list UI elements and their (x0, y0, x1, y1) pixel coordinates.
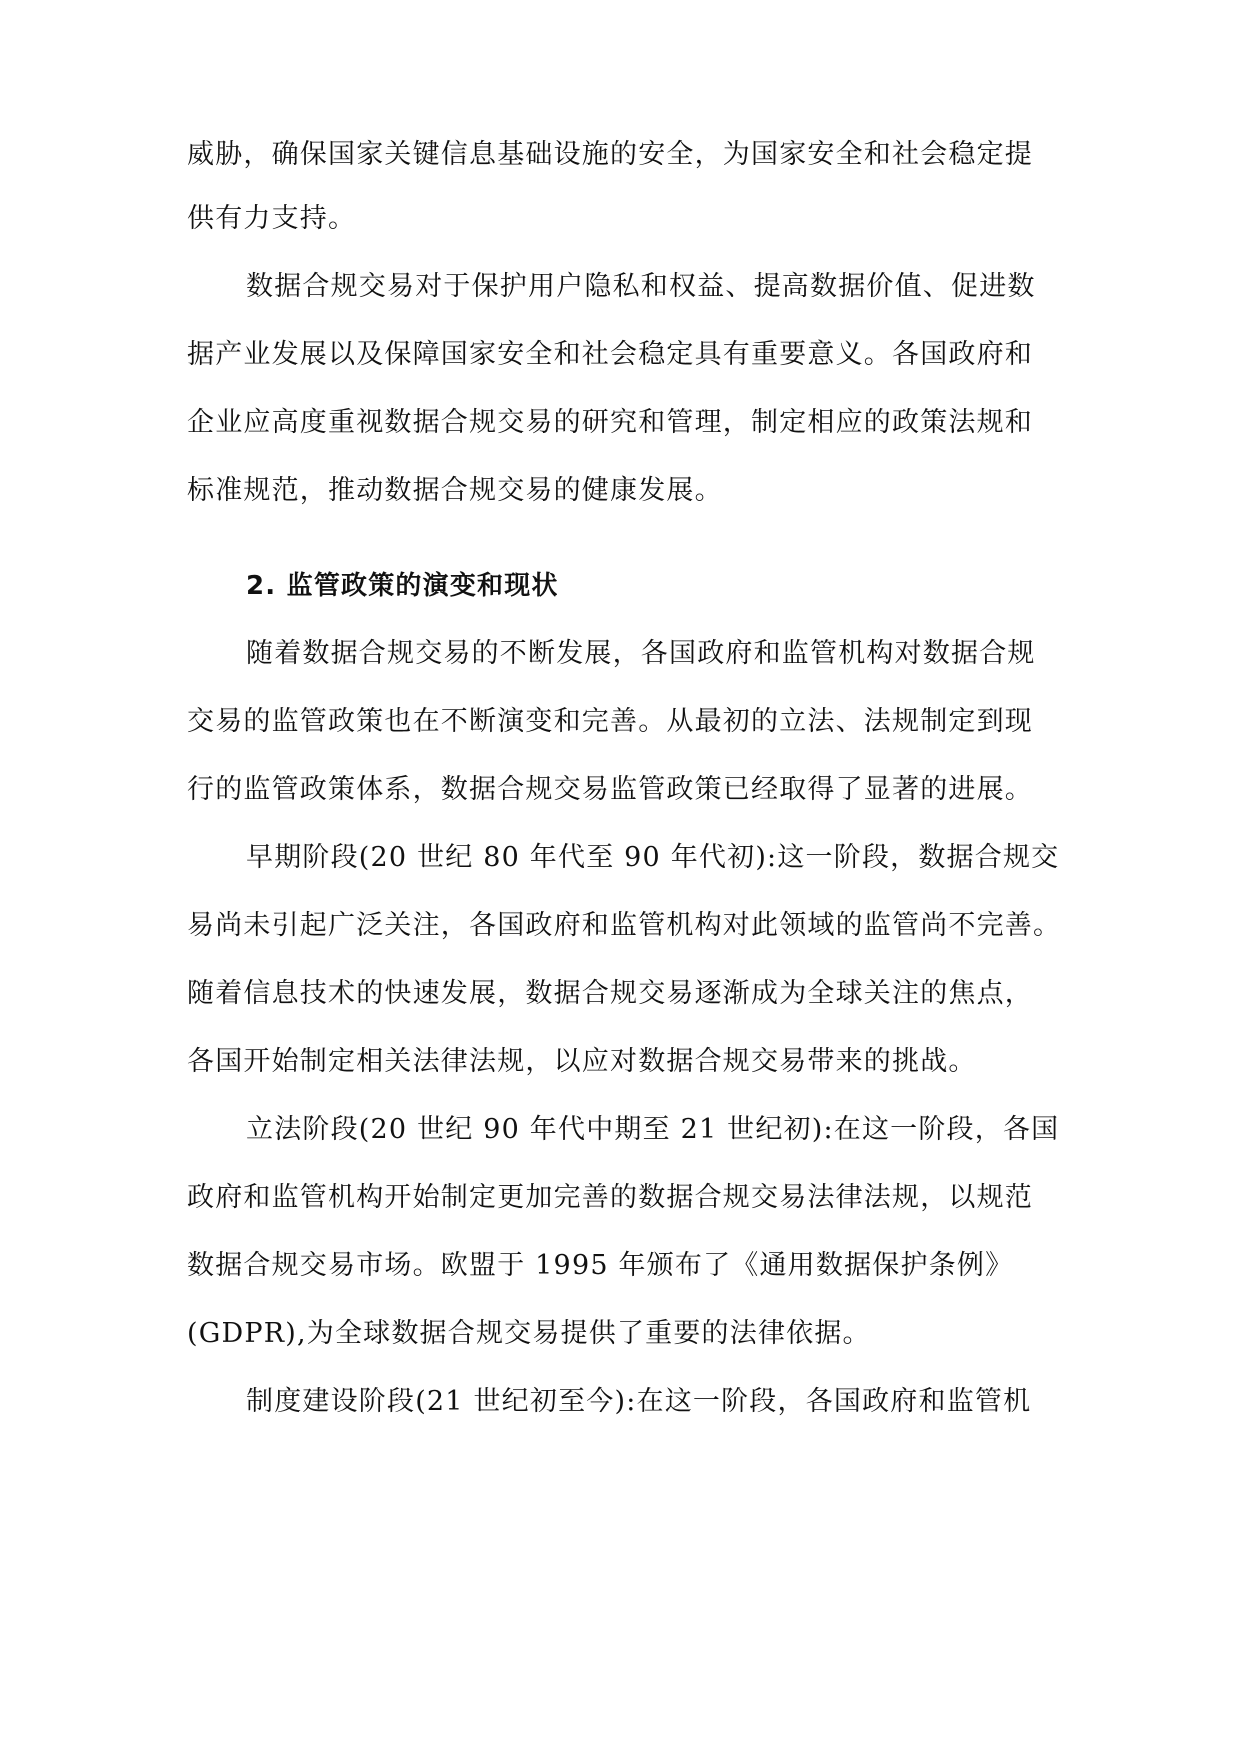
paragraph-first-line: 随着数据合规交易的不断发展，各国政府和监管机构对数据合规 (246, 638, 1036, 669)
body-text-line: 行的监管政策体系，数据合规交易监管政策已经取得了显著的进展。 (187, 774, 1033, 805)
section-heading: 2. 监管政策的演变和现状 (246, 571, 559, 601)
paragraph-first-line: 早期阶段(20 世纪 80 年代至 90 年代初):这一阶段，数据合规交 (246, 842, 1060, 873)
body-text-line: 威胁，确保国家关键信息基础设施的安全，为国家安全和社会稳定提 (187, 139, 1033, 170)
body-text-line: 据产业发展以及保障国家安全和社会稳定具有重要意义。各国政府和 (187, 339, 1033, 370)
body-text-line: 标准规范，推动数据合规交易的健康发展。 (187, 475, 723, 506)
body-text-line: 易尚未引起广泛关注，各国政府和监管机构对此领域的监管尚不完善。 (187, 910, 1062, 941)
body-text-line: 企业应高度重视数据合规交易的研究和管理，制定相应的政策法规和 (187, 407, 1033, 438)
body-text-line: 数据合规交易市场。欧盟于 1995 年颁布了《通用数据保护条例》 (187, 1250, 1014, 1281)
paragraph-first-line: 立法阶段(20 世纪 90 年代中期至 21 世纪初):在这一阶段，各国 (246, 1114, 1060, 1145)
body-text-line: 交易的监管政策也在不断演变和完善。从最初的立法、法规制定到现 (187, 706, 1033, 737)
body-text-line: (GDPR),为全球数据合规交易提供了重要的法律依据。 (187, 1318, 871, 1349)
paragraph-first-line: 制度建设阶段(21 世纪初至今):在这一阶段，各国政府和监管机 (246, 1386, 1032, 1417)
body-text-line: 供有力支持。 (187, 203, 357, 234)
body-text-line: 政府和监管机构开始制定更加完善的数据合规交易法律法规，以规范 (187, 1182, 1033, 1213)
body-text-line: 各国开始制定相关法律法规，以应对数据合规交易带来的挑战。 (187, 1046, 977, 1077)
body-text-line: 随着信息技术的快速发展，数据合规交易逐渐成为全球关注的焦点， (187, 978, 1033, 1009)
paragraph-first-line: 数据合规交易对于保护用户隐私和权益、提高数据价值、促进数 (246, 271, 1036, 302)
